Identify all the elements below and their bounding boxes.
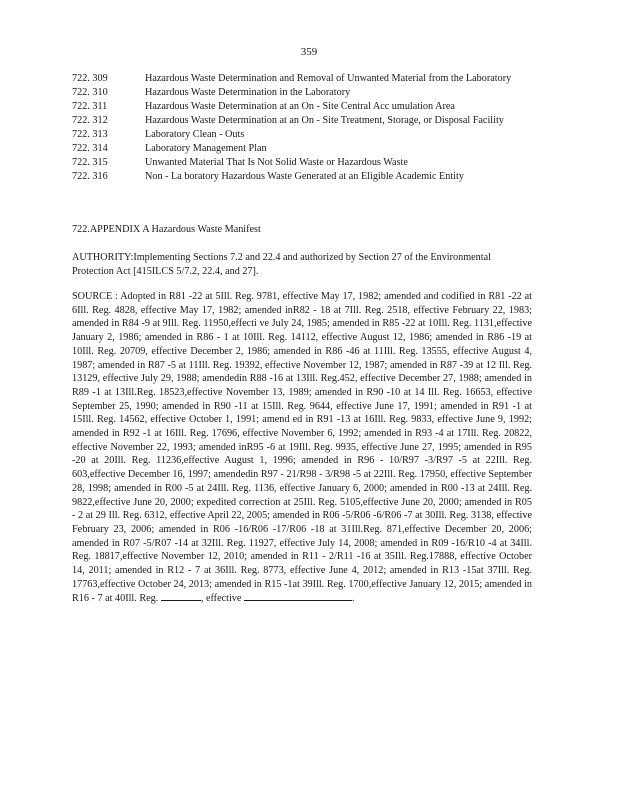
section-number: 722. 315 bbox=[72, 157, 108, 168]
section-list-item bbox=[72, 142, 532, 156]
authority-note: AUTHORITY:Implementing Sections 7.2 and 22.4 and authorized by Section 27 of the Environmental Protection Act [415ILCS 5/7.2, 22.4, and 27]. bbox=[72, 252, 491, 277]
section-title: Non - La boratory Hazardous Waste Generated at an Eligible Academic Entity bbox=[145, 171, 464, 182]
section-list-item bbox=[72, 86, 532, 100]
section-list-item bbox=[72, 128, 532, 142]
section-title: Laboratory Clean - Outs bbox=[145, 129, 245, 140]
appendix-heading: 722.APPENDIX A Hazardous Waste Manifest bbox=[72, 224, 261, 235]
section-number: 722. 310 bbox=[72, 87, 108, 98]
section-title: Laboratory Management Plan bbox=[145, 143, 267, 154]
section-title: Hazardous Waste Determination at an On - Site Central Acc umulation Area bbox=[145, 101, 455, 112]
blank-line bbox=[161, 591, 201, 601]
blank-line bbox=[244, 591, 352, 601]
page-number: 359 bbox=[300, 46, 318, 58]
source-effective-label: effective bbox=[205, 593, 242, 605]
source-text: SOURCE : Adopted in R81 -22 at 5Ill. Reg. 9781, effective May 17, 1982; amended and codified in R81 -22 at 6Ill. Reg. 4828, effective May 17, 1982; amended inR82 - 18 at 7Ill. Reg. 2518, effective February 22, 1983; amended in R84 -9 at 9Ill. Reg. 11950,effecti ve July 24, 1985; amended in R85 -22 at 10Ill. Reg. 1131,effective January 2, 1986; amended in R86 - 1 at 10Ill. Reg. 14112, effective August 12, 1986; amended in R86 -19 at 10Ill. Reg. 20709, effective December 2, 1986; amended in R86 -46 at 11Ill. Reg. 13555, effective August 4, 1987; amended in R87 -5 at 11Ill. Reg. 19392, effective November 12, 1987; amended in R87 -39 at 12 Ill. Reg. 13129, effective July 29, 1988; amendedin R88 -16 at 13Ill. Reg.452, effective December 27, 1988; amended in R89 -1 at 13Ill.Reg. 18523,effective November 13, 1989; amended in R90 -10 at 14 Ill. Reg. 16653, effective September 25, 1990; amended in R90 -11 at 15Ill. Reg. 9644, effective June 17, 1991; amended in R91 -1 at 15Ill. Reg. 14562, effective October 1, 1991; amend ed in R91 -13 at 16Ill. Reg. 9833, effective June 9, 1992; amended in R92 -1 at 16Ill. Reg. 17696, effective November 6, 1992; amended in R93 -4 at 17Ill. Reg. 20822, effective November 22, 1993; amended inR95 -6 at 19Ill. Reg. 9935, effective June 27, 1995; amended in R95 -20 at 20Ill. Reg. 11236,effective August 1, 1996; amended in R96 - 10/R97 -3/R97 -5 at 22Ill. Reg. 603,effective December 16, 1997; amendedin R97 - 21/R98 - 3/R98 -5 at 22Ill. Reg. 17950, effective September 28, 1998; amended in R00 -5 at 24Ill. Reg. 1136, effective January 6, 2000; amended in R00 -13 at 24Ill. Reg. 9822,effective June 20, 2000; expedited correction at 25Ill. Reg. 5105,effective June 20, 2000; amended in R05 - 2 at 29 Ill. Reg. 6312, effective April 22, 2005; amended in R06 -5/R06 -6/R06 -7 at 30Ill. Reg. 3138, effective February 23, 2006; amended in R06 -16/R06 -17/R06 -18 at 31Ill.Reg. 871,effective December 20, 2006; amended in R07 -5/R07 -14 at 32Ill. Reg. 11927, effective July 14, 2008; amended in R09 -16/R10 -4 at 34Ill. Reg. 18817,effective November 12, 2010; amended in R11 - 2/R11 -16 at 35Ill. Reg.17888, effective October 14, 2011; amended in R12 - 7 at 36Ill. Reg. 8773, effective June 4, 2012; amended in R13 -15at 37Ill. Reg. 17763,effective October 24, 2013; amended in R15 -1at 39Ill. Reg. 1700,effective January 12, 2015; amended in R16 - 7 at 40Ill. Reg. bbox=[72, 291, 532, 605]
section-list-item bbox=[72, 114, 532, 128]
section-title: Hazardous Waste Determination in the Laboratory bbox=[145, 87, 351, 98]
source-note: SOURCE : Adopted in R81 -22 at 5Ill. Reg. 9781, effective May 17, 1982; amended and codified in R81 -22 at 6Ill. Reg. 4828, effective May 17, 1982; amended inR82 - 18 at 7Ill. Reg. 2518, effective February 22, 1983; amended in R84 -9 at 9Ill. Reg. 11950,effecti ve July 24, 1985; amended in R85 -22 at 10Ill. Reg. 1131,effective January 2, 1986; amended in R86 - 1 at 10Ill. Reg. 14112, effective August 12, 1986; amended in R86 -19 at 10Ill. Reg. 20709, effective December 2, 1986; amended in R86 -46 at 11Ill. Reg. 13555, effective August 4, 1987; amended in R87 -5 at 11Ill. Reg. 19392, effective November 12, 1987; amended in R87 -39 at 12 Ill. Reg. 13129, effective July 29, 1988; amendedin R88 -16 at 13Ill. Reg.452, effective December 27, 1988; amended in R89 -1 at 13Ill.Reg. 18523,effective November 13, 1989; amended in R90 -10 at 14 Ill. Reg. 16653, effective September 25, 1990; amended in R90 -11 at 15Ill. Reg. 9644, effective June 17, 1991; amended in R91 -1 at 15Ill. Reg. 14562, effective October 1, 1991; amend ed in R91 -13 at 16Ill. Reg. 9833, effective June 9, 1992; amended in R92 -1 at 16Ill. Reg. 17696, effective November 6, 1992; amended in R93 -4 at 17Ill. Reg. 20822, effective November 22, 1993; amended inR95 -6 at 19Ill. Reg. 9935, effective June 27, 1995; amended in R95 -20 at 20Ill. Reg. 11236,effective August 1, 1996; amended in R96 - 10/R97 -3/R97 -5 at 22Ill. Reg. 603,effective December 16, 1997; amendedin R97 - 21/R98 - 3/R98 -5 at 22Ill. Reg. 17950, effective September 28, 1998; amended in R00 -5 at 24Ill. Reg. 1136, effective January 6, 2000; amended in R00 -13 at 24Ill. Reg. 9822,effective June 20, 2000; expedited correction at 25Ill. Reg. 5105,effective June 20, 2000; amended in R05 - 2 at 29 Ill. Reg. 6312, effective April 22, 2005; amended in R06 -5/R06 -6/R06 -7 at 30Ill. Reg. 3138, effective February 23, 2006; amended in R06 -16/R06 -17/R06 -18 at 31Ill.Reg. 871,effective December 20, 2006; amended in R07 -5/R07 -14 at 32Ill. Reg. 11927, effective July 14, 2008; amended in R09 -16/R10 -4 at 34Ill. Reg. 18817,effective November 12, 2010; amended in R11 - 2/R11 -16 at 35Ill. Reg.17888, effective October 14, 2011; amended in R12 - 7 at 36Ill. Reg. 8773, effective June 4, 2012; amended in R13 -15at 37Ill. Reg. 17763,effective October 24, 2013; amended in R15 -1at 39Ill. Reg. 1700,effective January 12, 2015; amended in R16 - 7 at 40Ill. Reg. , effective . bbox=[72, 291, 532, 605]
section-number: 722. 312 bbox=[72, 115, 108, 126]
section-title: Unwanted Material That Is Not Solid Waste or Hazardous Waste bbox=[145, 157, 408, 168]
section-title: Hazardous Waste Determination at an On - Site Treatment, Storage, or Disposal Facility bbox=[145, 115, 504, 126]
section-list bbox=[72, 72, 532, 184]
section-number: 722. 311 bbox=[72, 101, 108, 112]
section-list-item bbox=[72, 100, 532, 114]
section-list-item bbox=[72, 72, 532, 86]
section-list-item bbox=[72, 156, 532, 170]
section-number: 722. 309 bbox=[72, 73, 108, 84]
section-number: 722. 313 bbox=[72, 129, 108, 140]
section-title: Hazardous Waste Determination and Removal of Unwanted Material from the Laboratory bbox=[145, 73, 512, 84]
section-list-item bbox=[72, 170, 532, 184]
section-number: 722. 314 bbox=[72, 143, 108, 154]
section-number: 722. 316 bbox=[72, 171, 108, 182]
